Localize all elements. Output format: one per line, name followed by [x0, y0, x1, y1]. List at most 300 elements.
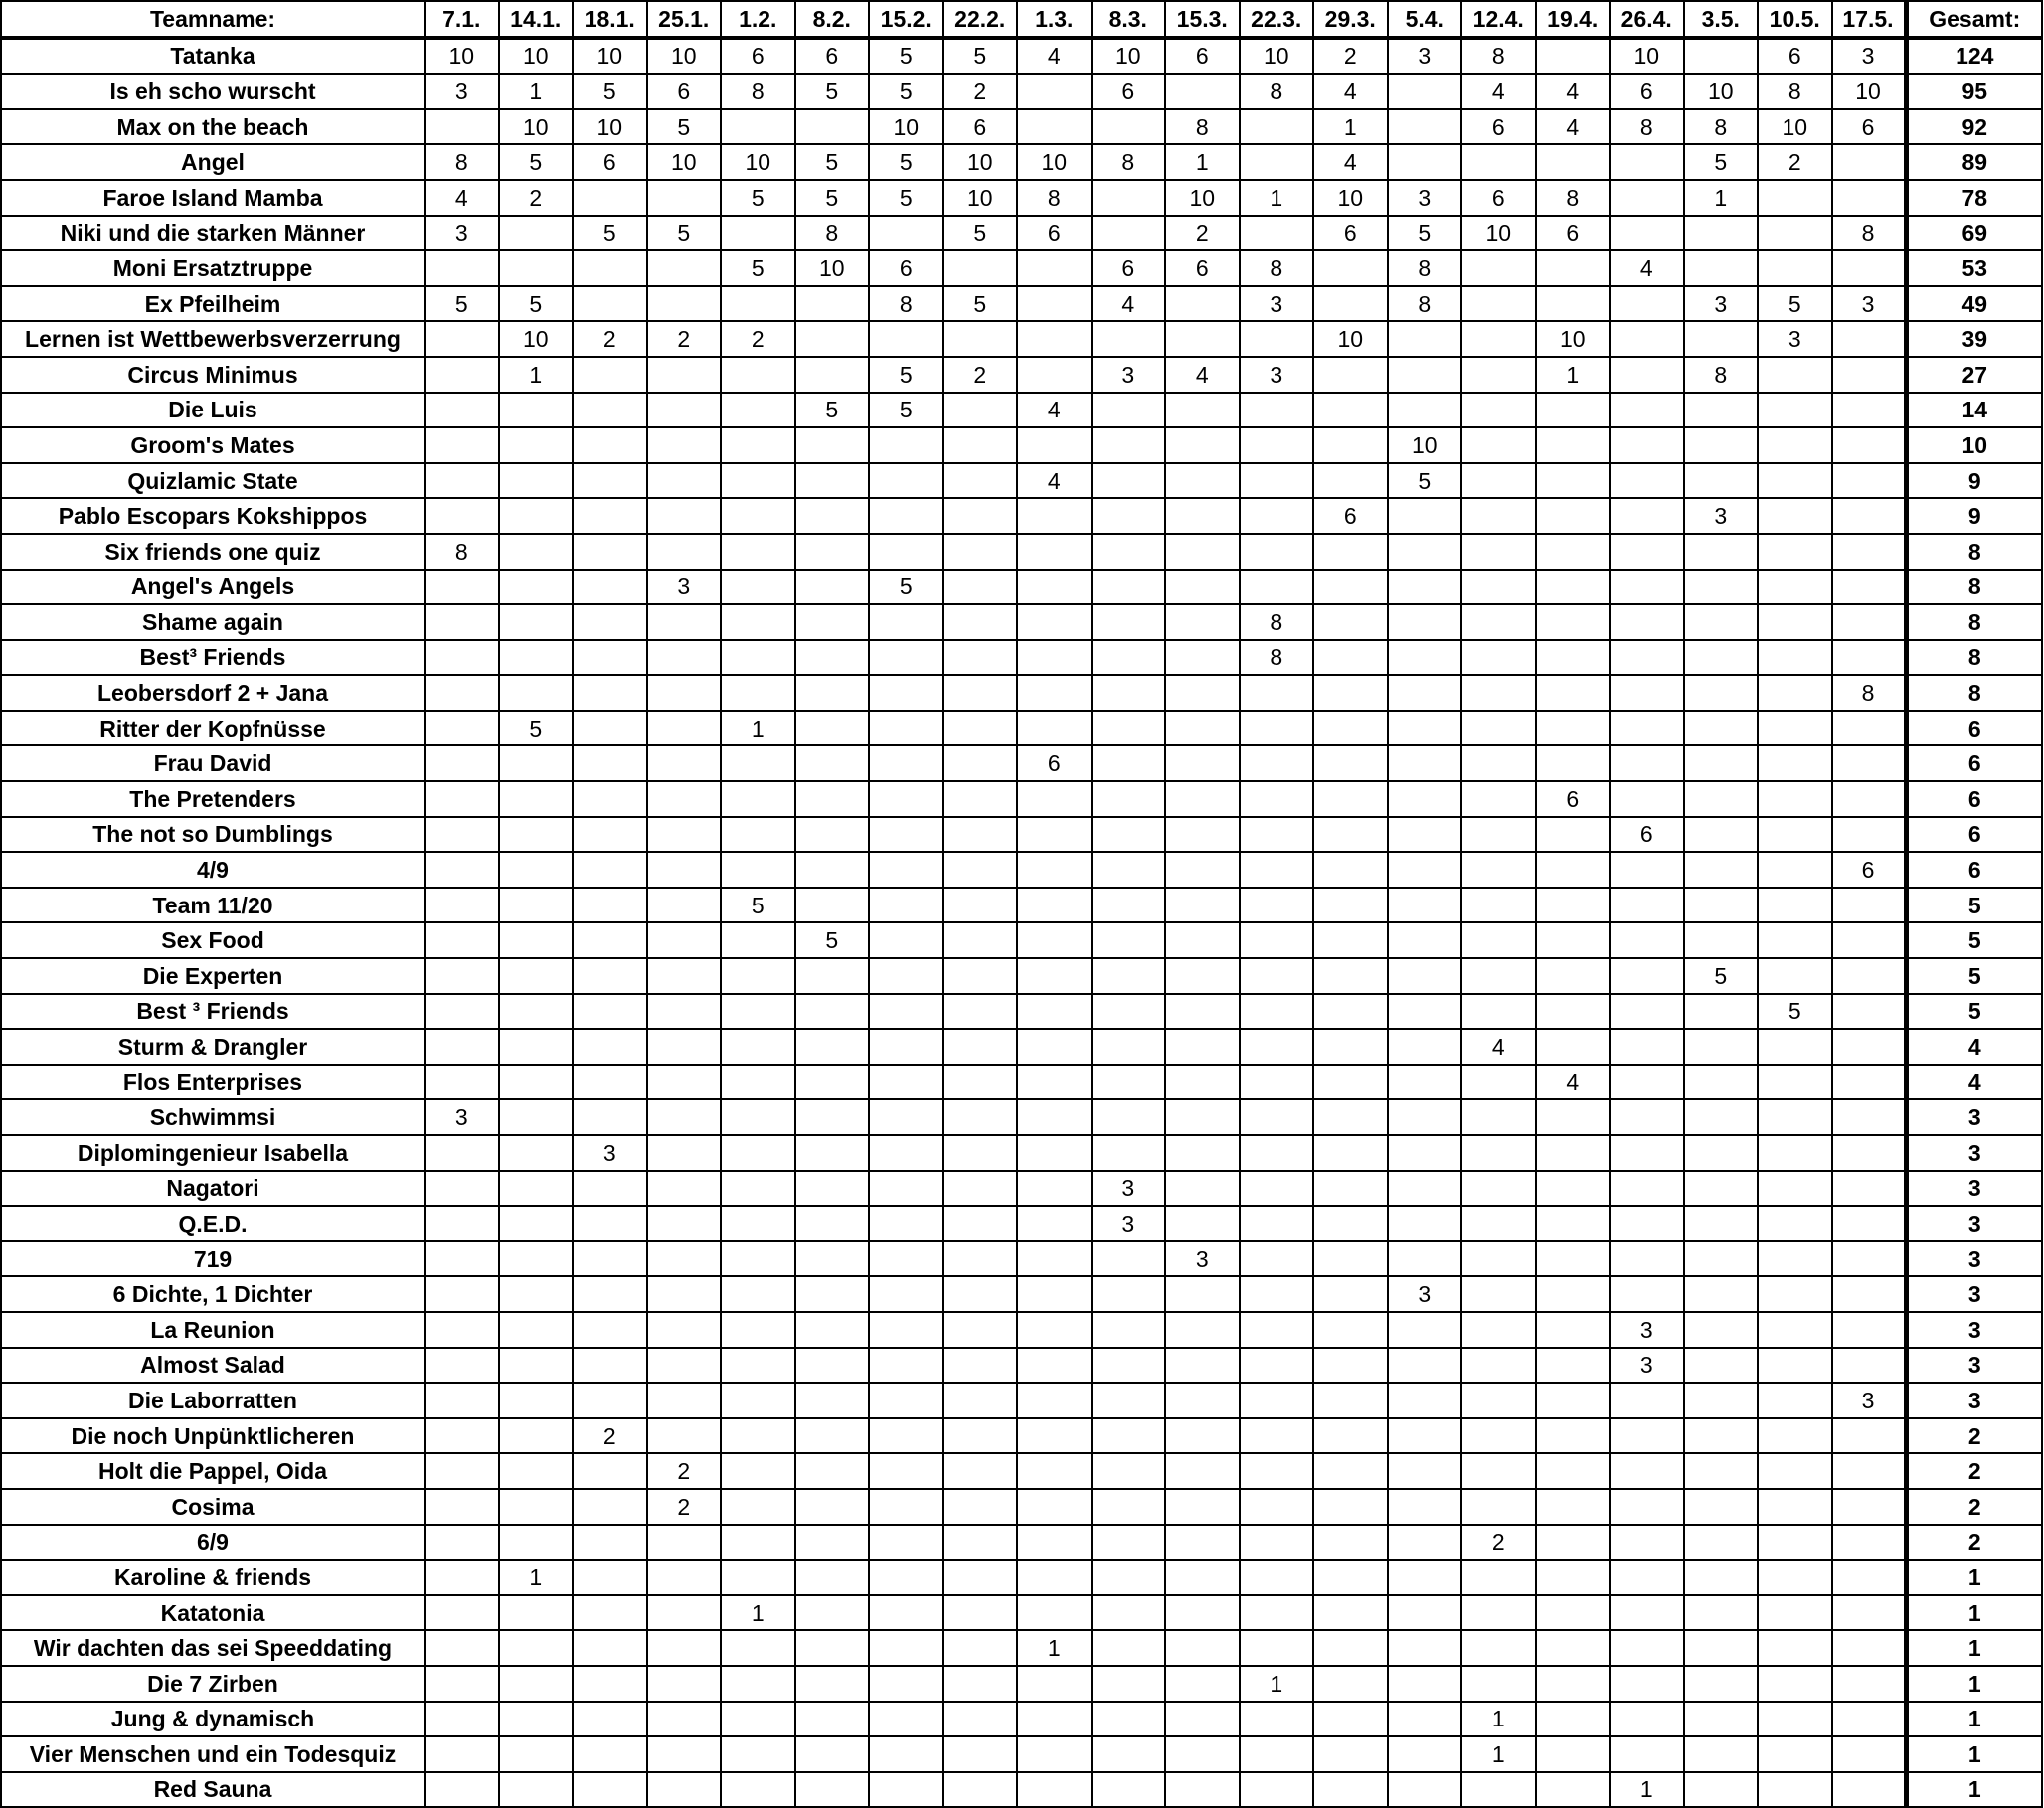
- team-name-cell: Angel: [1, 144, 425, 180]
- total-cell: 3: [1906, 1206, 2042, 1241]
- table-row: [1, 1489, 2042, 1525]
- score-cell: [943, 1206, 1018, 1241]
- score-cell: [721, 1135, 795, 1171]
- score-cell: [943, 817, 1018, 853]
- score-cell: [721, 1453, 795, 1489]
- score-cell: [1313, 286, 1388, 322]
- score-cell: [1165, 781, 1240, 817]
- score-cell: [1610, 180, 1684, 216]
- score-cell: [1240, 1702, 1314, 1737]
- score-cell: [1388, 74, 1462, 109]
- score-cell: [425, 1383, 499, 1418]
- total-cell: 3: [1906, 1383, 2042, 1418]
- score-cell: [1758, 1418, 1832, 1454]
- score-cell: [1832, 393, 1907, 428]
- score-cell: [1388, 1666, 1462, 1702]
- score-cell: [1165, 1348, 1240, 1384]
- table-row: [1, 1171, 2042, 1207]
- score-cell: [1092, 922, 1166, 958]
- score-cell: [1313, 1772, 1388, 1808]
- score-cell: 5: [1684, 144, 1759, 180]
- team-name-cell: 719: [1, 1241, 425, 1277]
- score-cell: 10: [1461, 216, 1536, 251]
- score-cell: [1758, 1772, 1832, 1808]
- score-cell: [1240, 1383, 1314, 1418]
- score-cell: 6: [1536, 216, 1611, 251]
- score-cell: 3: [1684, 498, 1759, 534]
- score-cell: [1758, 1736, 1832, 1772]
- score-cell: [1240, 534, 1314, 570]
- score-cell: 3: [1240, 286, 1314, 322]
- score-cell: [1240, 393, 1314, 428]
- header-date: 15.3.: [1165, 1, 1240, 38]
- score-cell: [1313, 1489, 1388, 1525]
- score-cell: 3: [1610, 1312, 1684, 1348]
- score-cell: [647, 427, 722, 463]
- score-cell: [647, 781, 722, 817]
- score-cell: [795, 958, 870, 994]
- score-cell: 1: [499, 357, 574, 393]
- score-cell: [499, 1489, 574, 1525]
- score-cell: [1832, 1453, 1907, 1489]
- score-cell: [1165, 1206, 1240, 1241]
- score-cell: [795, 1348, 870, 1384]
- score-cell: [1240, 1241, 1314, 1277]
- score-cell: [1684, 711, 1759, 746]
- team-name-cell: Six friends one quiz: [1, 534, 425, 570]
- score-cell: [1313, 1206, 1388, 1241]
- score-cell: [647, 1206, 722, 1241]
- score-cell: [1313, 852, 1388, 888]
- score-cell: [795, 109, 870, 145]
- score-cell: [1461, 675, 1536, 711]
- score-cell: [1832, 994, 1907, 1030]
- score-cell: [1461, 922, 1536, 958]
- total-cell: 8: [1906, 604, 2042, 640]
- score-cell: [1684, 1348, 1759, 1384]
- score-cell: [1610, 144, 1684, 180]
- score-cell: [1832, 463, 1907, 499]
- score-cell: [943, 534, 1018, 570]
- score-cell: 1: [1536, 357, 1611, 393]
- score-cell: [573, 1065, 647, 1100]
- header-date: 25.1.: [647, 1, 722, 38]
- score-cell: [1758, 817, 1832, 853]
- score-cell: [499, 1206, 574, 1241]
- total-cell: 6: [1906, 781, 2042, 817]
- score-cell: [869, 1276, 943, 1312]
- score-cell: [425, 1065, 499, 1100]
- table-body: [1, 38, 2042, 1808]
- score-cell: [1461, 463, 1536, 499]
- score-cell: 10: [1832, 74, 1907, 109]
- score-cell: [1388, 1383, 1462, 1418]
- score-cell: [721, 675, 795, 711]
- total-cell: 49: [1906, 286, 2042, 322]
- score-cell: 6: [1165, 38, 1240, 75]
- score-cell: [499, 250, 574, 286]
- score-cell: [1684, 1065, 1759, 1100]
- score-cell: [1536, 1702, 1611, 1737]
- score-cell: [1684, 1666, 1759, 1702]
- score-cell: 6: [1832, 109, 1907, 145]
- score-cell: [1758, 1525, 1832, 1561]
- score-cell: [1017, 1383, 1092, 1418]
- score-cell: [647, 1348, 722, 1384]
- score-cell: [795, 1312, 870, 1348]
- score-cell: 5: [647, 109, 722, 145]
- score-cell: [573, 1702, 647, 1737]
- score-cell: [869, 534, 943, 570]
- score-cell: 3: [1165, 1241, 1240, 1277]
- score-cell: [943, 250, 1018, 286]
- score-cell: 5: [1684, 958, 1759, 994]
- score-cell: [1832, 817, 1907, 853]
- score-cell: [647, 1099, 722, 1135]
- total-cell: 6: [1906, 711, 2042, 746]
- score-cell: [1461, 888, 1536, 923]
- score-cell: [425, 994, 499, 1030]
- score-cell: 5: [869, 38, 943, 75]
- score-cell: 1: [1313, 109, 1388, 145]
- table-row: [1, 570, 2042, 605]
- score-cell: [573, 180, 647, 216]
- table-row: [1, 216, 2042, 251]
- table-row: [1, 817, 2042, 853]
- score-cell: [1536, 1560, 1611, 1595]
- score-cell: [943, 781, 1018, 817]
- score-cell: [943, 321, 1018, 357]
- score-cell: 4: [1017, 38, 1092, 75]
- score-cell: 10: [1388, 427, 1462, 463]
- score-cell: [1832, 1666, 1907, 1702]
- score-cell: [1758, 1171, 1832, 1207]
- score-cell: [499, 1065, 574, 1100]
- score-cell: [1832, 321, 1907, 357]
- table-row: [1, 109, 2042, 145]
- score-cell: [795, 1736, 870, 1772]
- score-cell: 6: [1092, 250, 1166, 286]
- score-cell: [1610, 1630, 1684, 1666]
- score-cell: [1684, 1736, 1759, 1772]
- score-cell: 10: [647, 144, 722, 180]
- score-cell: [1832, 1702, 1907, 1737]
- score-cell: [499, 1029, 574, 1065]
- score-cell: 5: [499, 711, 574, 746]
- score-cell: 8: [1388, 286, 1462, 322]
- score-cell: 4: [1461, 1029, 1536, 1065]
- team-name-cell: Ex Pfeilheim: [1, 286, 425, 322]
- score-cell: [573, 463, 647, 499]
- score-cell: [1313, 888, 1388, 923]
- score-cell: [1017, 1135, 1092, 1171]
- score-cell: [573, 1383, 647, 1418]
- score-cell: [1165, 1630, 1240, 1666]
- table-row: [1, 1312, 2042, 1348]
- score-cell: [1313, 1418, 1388, 1454]
- score-cell: [425, 1418, 499, 1454]
- score-cell: [573, 498, 647, 534]
- score-cell: [1758, 1560, 1832, 1595]
- score-cell: [1832, 357, 1907, 393]
- score-cell: [1092, 109, 1166, 145]
- score-cell: [573, 1312, 647, 1348]
- score-cell: [1610, 604, 1684, 640]
- score-cell: [943, 1736, 1018, 1772]
- score-cell: [795, 1595, 870, 1631]
- score-cell: [1165, 640, 1240, 676]
- score-cell: [499, 1736, 574, 1772]
- score-cell: 8: [1684, 109, 1759, 145]
- score-cell: [499, 1383, 574, 1418]
- score-cell: [1017, 427, 1092, 463]
- score-cell: [721, 1348, 795, 1384]
- score-cell: [573, 1525, 647, 1561]
- table-row: [1, 888, 2042, 923]
- table-row: [1, 745, 2042, 781]
- score-cell: [573, 570, 647, 605]
- score-cell: [795, 1383, 870, 1418]
- score-cell: [425, 1171, 499, 1207]
- score-cell: [499, 1241, 574, 1277]
- score-cell: [1313, 1383, 1388, 1418]
- total-cell: 8: [1906, 570, 2042, 605]
- score-cell: 6: [943, 109, 1018, 145]
- score-cell: [1240, 1099, 1314, 1135]
- team-name-cell: Sex Food: [1, 922, 425, 958]
- score-cell: [499, 1702, 574, 1737]
- score-cell: [721, 1736, 795, 1772]
- score-cell: [1684, 922, 1759, 958]
- score-cell: [1610, 1560, 1684, 1595]
- score-cell: [1832, 781, 1907, 817]
- score-cell: [1092, 1772, 1166, 1808]
- score-cell: [1313, 745, 1388, 781]
- score-cell: 6: [1017, 745, 1092, 781]
- score-cell: [795, 817, 870, 853]
- score-cell: [1240, 1595, 1314, 1631]
- score-cell: [1313, 1312, 1388, 1348]
- team-name-cell: Cosima: [1, 1489, 425, 1525]
- score-cell: [1684, 250, 1759, 286]
- table-row: [1, 463, 2042, 499]
- score-cell: [1165, 1736, 1240, 1772]
- score-cell: [1536, 1171, 1611, 1207]
- score-cell: 10: [943, 180, 1018, 216]
- score-cell: [425, 570, 499, 605]
- score-cell: [1017, 781, 1092, 817]
- table-row: [1, 144, 2042, 180]
- score-cell: [1165, 1595, 1240, 1631]
- score-cell: [499, 463, 574, 499]
- score-cell: [499, 1171, 574, 1207]
- score-cell: [1758, 1489, 1832, 1525]
- team-name-cell: Vier Menschen und ein Todesquiz: [1, 1736, 425, 1772]
- team-name-cell: Is eh scho wurscht: [1, 74, 425, 109]
- score-cell: [1017, 1736, 1092, 1772]
- score-cell: 3: [1832, 38, 1907, 75]
- team-name-cell: Die 7 Zirben: [1, 1666, 425, 1702]
- score-cell: [1017, 1666, 1092, 1702]
- table-row: [1, 1453, 2042, 1489]
- score-cell: [795, 852, 870, 888]
- score-cell: [795, 1241, 870, 1277]
- score-cell: [1461, 286, 1536, 322]
- score-cell: [1758, 1383, 1832, 1418]
- score-cell: 6: [1165, 250, 1240, 286]
- score-cell: [1758, 781, 1832, 817]
- score-cell: 5: [869, 74, 943, 109]
- table-row: [1, 958, 2042, 994]
- score-cell: 4: [1313, 144, 1388, 180]
- score-cell: [1165, 1772, 1240, 1808]
- score-cell: 6: [1536, 781, 1611, 817]
- score-cell: [425, 321, 499, 357]
- score-cell: [1684, 1453, 1759, 1489]
- score-cell: [1536, 994, 1611, 1030]
- score-cell: [1092, 1560, 1166, 1595]
- score-cell: [573, 534, 647, 570]
- score-cell: [1017, 922, 1092, 958]
- total-cell: 10: [1906, 427, 2042, 463]
- header-date: 3.5.: [1684, 1, 1759, 38]
- score-cell: 6: [1610, 74, 1684, 109]
- score-cell: [1165, 817, 1240, 853]
- score-cell: [943, 1383, 1018, 1418]
- total-cell: 2: [1906, 1418, 2042, 1454]
- table-row: [1, 1065, 2042, 1100]
- score-cell: [1388, 1453, 1462, 1489]
- score-cell: [943, 1666, 1018, 1702]
- score-cell: [1165, 1453, 1240, 1489]
- score-cell: [869, 852, 943, 888]
- score-cell: [943, 1525, 1018, 1561]
- score-cell: [795, 1029, 870, 1065]
- score-cell: [1388, 1702, 1462, 1737]
- score-cell: 8: [1536, 180, 1611, 216]
- score-cell: [1684, 1418, 1759, 1454]
- score-cell: [721, 922, 795, 958]
- total-cell: 2: [1906, 1453, 2042, 1489]
- score-cell: [1017, 1099, 1092, 1135]
- score-cell: [1610, 640, 1684, 676]
- score-cell: 6: [1313, 216, 1388, 251]
- score-cell: [1240, 994, 1314, 1030]
- score-cell: [1313, 994, 1388, 1030]
- score-cell: 8: [425, 144, 499, 180]
- score-cell: [869, 994, 943, 1030]
- total-cell: 8: [1906, 640, 2042, 676]
- score-cell: [573, 393, 647, 428]
- score-cell: 10: [1017, 144, 1092, 180]
- score-cell: [869, 888, 943, 923]
- score-cell: [1017, 711, 1092, 746]
- score-cell: 6: [1092, 74, 1166, 109]
- score-cell: 5: [943, 286, 1018, 322]
- score-cell: [499, 1595, 574, 1631]
- score-cell: [425, 1312, 499, 1348]
- header-date: 14.1.: [499, 1, 574, 38]
- score-cell: [1092, 1312, 1166, 1348]
- score-cell: [1240, 1312, 1314, 1348]
- table-row: [1, 1736, 2042, 1772]
- score-cell: [943, 675, 1018, 711]
- score-cell: 5: [721, 888, 795, 923]
- table-row: [1, 852, 2042, 888]
- score-cell: [1388, 1312, 1462, 1348]
- score-cell: [1610, 994, 1684, 1030]
- score-cell: [425, 640, 499, 676]
- score-cell: [1017, 1029, 1092, 1065]
- score-cell: [1388, 321, 1462, 357]
- score-cell: 6: [1313, 498, 1388, 534]
- score-cell: [1461, 1099, 1536, 1135]
- score-cell: 6: [1832, 852, 1907, 888]
- score-cell: 3: [1388, 1276, 1462, 1312]
- score-cell: [795, 1772, 870, 1808]
- total-cell: 1: [1906, 1772, 2042, 1808]
- score-cell: [647, 922, 722, 958]
- score-cell: [869, 1666, 943, 1702]
- score-cell: [425, 888, 499, 923]
- score-cell: [1684, 994, 1759, 1030]
- score-cell: [1610, 675, 1684, 711]
- team-name-cell: Max on the beach: [1, 109, 425, 145]
- team-name-cell: Niki und die starken Männer: [1, 216, 425, 251]
- score-cell: [573, 1206, 647, 1241]
- team-name-cell: Quizlamic State: [1, 463, 425, 499]
- score-cell: [943, 498, 1018, 534]
- score-cell: [1165, 393, 1240, 428]
- score-cell: [1684, 1312, 1759, 1348]
- score-cell: [943, 711, 1018, 746]
- score-cell: 10: [1313, 321, 1388, 357]
- score-cell: [1610, 1276, 1684, 1312]
- score-cell: 10: [1092, 38, 1166, 75]
- score-cell: [1684, 534, 1759, 570]
- score-cell: [1684, 640, 1759, 676]
- score-cell: [425, 1276, 499, 1312]
- score-cell: [1610, 1736, 1684, 1772]
- team-name-cell: Best³ Friends: [1, 640, 425, 676]
- score-cell: [721, 109, 795, 145]
- total-cell: 4: [1906, 1029, 2042, 1065]
- team-name-cell: Karoline & friends: [1, 1560, 425, 1595]
- score-cell: [1461, 498, 1536, 534]
- score-cell: 5: [573, 216, 647, 251]
- score-cell: [1165, 1383, 1240, 1418]
- score-cell: [1017, 852, 1092, 888]
- score-cell: 2: [573, 321, 647, 357]
- score-cell: [647, 1171, 722, 1207]
- score-cell: [869, 745, 943, 781]
- header-date: 5.4.: [1388, 1, 1462, 38]
- score-cell: [499, 1418, 574, 1454]
- score-cell: 2: [943, 357, 1018, 393]
- table-row: [1, 1418, 2042, 1454]
- score-cell: [1684, 852, 1759, 888]
- score-cell: [795, 1489, 870, 1525]
- score-cell: [1610, 1029, 1684, 1065]
- header-total: Gesamt:: [1906, 1, 2042, 38]
- score-cell: 6: [1610, 817, 1684, 853]
- score-cell: [943, 1560, 1018, 1595]
- score-cell: [1092, 781, 1166, 817]
- score-cell: [1832, 1418, 1907, 1454]
- score-cell: [1832, 888, 1907, 923]
- score-cell: [1832, 1065, 1907, 1100]
- score-cell: [573, 1099, 647, 1135]
